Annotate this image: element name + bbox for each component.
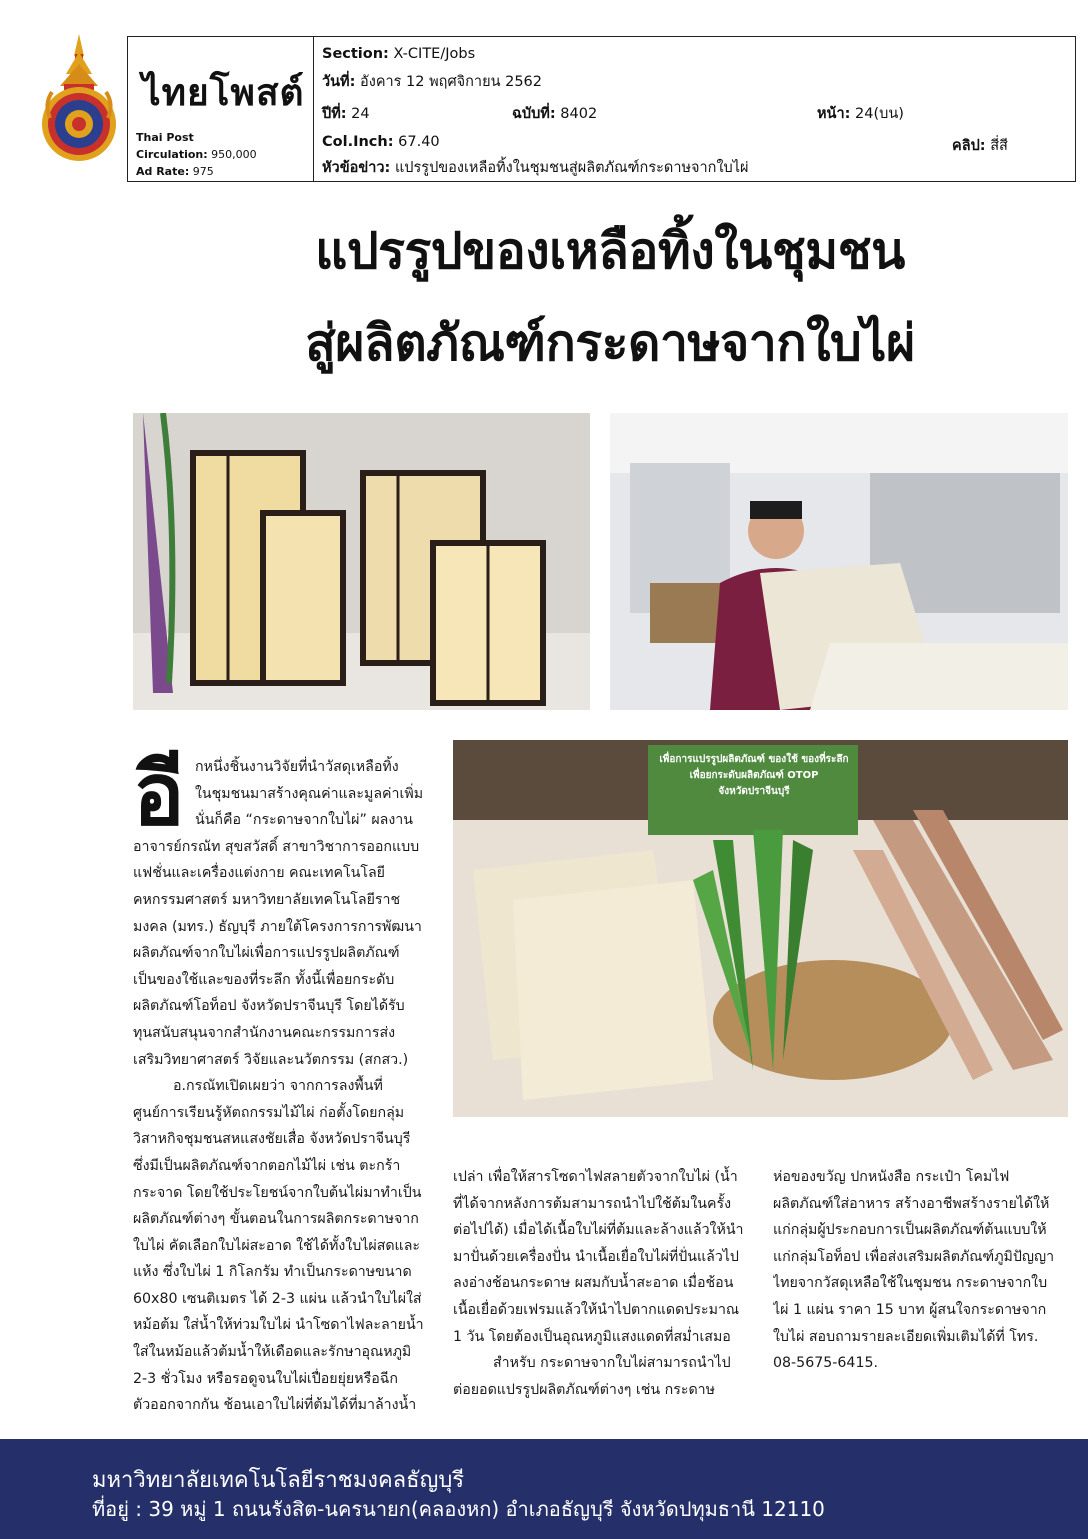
clipping-header	[127, 36, 1076, 182]
issue-field: ฉบับที่: 8402	[512, 106, 598, 122]
article-line: 08-5675-6415.	[773, 1355, 879, 1372]
article-line: ต่อไปได้) เมื่อได้เนื้อใบไผ่ที่ต้มและล้างแล้วให้นำ	[453, 1222, 744, 1239]
article-line: ใบไผ่ คัดเลือกใบไผ่สะอาด ใช้ได้ทั้งใบไผ่สดและ	[133, 1237, 421, 1254]
article-line: หม้อต้ม ใส่น้ำให้ท่วมใบไผ่ นำโซดาไฟละลายน้ำ	[133, 1317, 424, 1334]
article-line: ผลิตภัณฑ์จากใบไผ่เพื่อการแปรรูปผลิตภัณฑ์	[133, 945, 400, 962]
article-line: มงคล (มทร.) ธัญบุรี ภายใต้โครงการการพัฒนา	[133, 918, 422, 935]
article-line: เสริมวิทยาศาสตร์ วิจัยและนวัตกรรม (สกสว.)	[133, 1051, 409, 1068]
article-line: ตัวออกจากกัน ช้อนเอาใบไผ่ที่ต้มได้ที่มาล้างน้ำ	[133, 1397, 417, 1414]
article-line: ผลิตภัณฑ์โอท็อป จังหวัดปราจีนบุรี โดยได้รับ	[133, 998, 405, 1015]
photo-lamps	[133, 413, 590, 710]
photo-sign	[652, 752, 856, 800]
article-line: ลงอ่างช้อนกระดาษ ผสมกับน้ำสะอาด เมื่อช้อน	[453, 1275, 734, 1292]
article-line: แฟชั่นและเครื่องแต่งกาย คณะเทคโนโลยี	[133, 865, 385, 882]
page-field: หน้า: 24(บน)	[817, 106, 904, 122]
circulation: Circulation: 950,000	[136, 148, 257, 161]
article-line: ไทยจากวัสดุเหลือใช้ในชุมชน กระดาษจากใบ	[773, 1275, 1048, 1292]
year-field: ปีที่: 24	[322, 106, 370, 122]
date-field: วันที่: อังคาร 12 พฤศจิกายน 2562	[322, 74, 542, 90]
article-line: นั่นก็คือ “กระดาษจากใบไผ่” ผลงาน	[195, 812, 413, 829]
article-line: ใส่ในหม้อแล้วต้มน้ำให้เดือดและรักษาอุณหภูมิ	[133, 1344, 412, 1361]
photo-sign-line-1: เพื่อการแปรรูปผลิตภัณฑ์ ของใช้ ของที่ระลึก	[659, 754, 849, 765]
article-line: สำหรับ กระดาษจากใบไผ่สามารถนำไป	[493, 1355, 731, 1372]
article-line: ไผ่ 1 แผ่น ราคา 15 บาท ผู้สนใจกระดาษจาก	[773, 1301, 1047, 1318]
article-line: 1 วัน โดยต้องเป็นอุณหภูมิแสงแดดที่สม่ำเสมอ	[453, 1328, 731, 1345]
photo-researcher	[610, 413, 1068, 710]
article-line: วิสาหกิจชุมชนสหแสงชัยเสื่อ จังหวัดปราจีนบุรี	[133, 1131, 411, 1148]
footer-address: ที่อยู่ : 39 หมู่ 1 ถนนรังสิต-นครนายก(คลองหก) อำเภอธัญบุรี จังหวัดปทุมธานี 12110	[92, 1497, 825, 1521]
headline-line-1: แปรรูปของเหลือทิ้งในชุมชน	[315, 222, 905, 280]
article-line: ศูนย์การเรียนรู้หัตถกรรมไม้ไผ่ ก่อตั้งโดยกลุ่ม	[133, 1104, 405, 1121]
university-seal-icon	[38, 34, 120, 162]
article-line: ต่อยอดแปรรูปผลิตภัณฑ์ต่างๆ เช่น กระดาษ	[453, 1381, 715, 1398]
footer-university: มหาวิทยาลัยเทคโนโลยีราชมงคลธัญบุรี	[92, 1468, 465, 1493]
article-line: แก่กลุ่มโอท็อป เพื่อส่งเสริมผลิตภัณฑ์ภูมิปัญญา	[773, 1248, 1055, 1265]
article-line: ในชุมชนมาสร้างคุณค่าและมูลค่าเพิ่ม	[195, 785, 424, 802]
photo-bamboo-leaves	[453, 740, 1068, 1117]
ad-rate: Ad Rate: 975	[136, 165, 214, 178]
article-line: อาจารย์กรณัท สุขสวัสดิ์ สาขาวิชาการออกแบบ	[133, 838, 420, 855]
article-line: คหกรรมศาสตร์ มหาวิทยาลัยเทคโนโลยีราช	[133, 891, 401, 908]
article-line: 2-3 ชั่วโมง หรือรอดูจนใบไผ่เปื่อยยุ่ยหรือฉีก	[133, 1370, 398, 1387]
article-line: ที่ได้จากหลังการต้มสามารถนำไปใช้ต้มในครั้ง	[453, 1195, 732, 1212]
article-line: เปล่า เพื่อให้สารโซดาไฟสลายตัวจากใบไผ่ (น้ำ	[453, 1169, 738, 1185]
article-column-2	[453, 1164, 753, 1403]
meta-panel	[314, 37, 1075, 181]
article-line: ซึ่งมีเป็นผลิตภัณฑ์จากตอกไม้ไผ่ เช่น ตะกร้า	[133, 1157, 401, 1174]
article-line: เนื้อเยื่อด้วยเฟรมแล้วให้นำไปตากแดดประมาณ	[453, 1301, 740, 1318]
clip-field: คลิป: สี่สี	[952, 138, 1008, 154]
article-dropcap: อี	[133, 744, 185, 845]
colinch-field: Col.Inch: 67.40	[322, 134, 440, 150]
article-line: กหนึ่งชิ้นงานวิจัยที่นำวัสดุเหลือทิ้ง	[195, 759, 399, 775]
newspaper-name: ไทยโพสต์	[142, 70, 305, 114]
article-column-3	[773, 1164, 1068, 1377]
article-line: ห่อของขวัญ ปกหนังสือ กระเป๋า โคมไฟ	[773, 1169, 1010, 1185]
photo-sign-line-2: เพื่อยกระดับผลิตภัณฑ์ OTOP	[689, 770, 819, 781]
article-line: มาปั่นด้วยเครื่องปั่น นำเนื้อเยื่อใบไผ่ที่ปั่นแล้วไป	[453, 1248, 739, 1265]
article-line: กระจาด โดยใช้ประโยชน์จากใบต้นไผ่มาทำเป็น	[133, 1184, 422, 1201]
article-line: ผลิตภัณฑ์ใส่อาหาร สร้างอาชีพสร้างรายได้ให้	[773, 1195, 1050, 1212]
article-line: ใบไผ่ สอบถามรายละเอียดเพิ่มเติมได้ที่ โทร.	[773, 1328, 1039, 1345]
article-line: ทุนสนับสนุนจากสำนักงานคณะกรรมการส่ง	[133, 1024, 396, 1041]
article-line: ผลิตภัณฑ์ต่างๆ ขั้นตอนในการผลิตกระดาษจาก	[133, 1211, 419, 1228]
article-column-1	[133, 744, 440, 1419]
section-field: Section: X-CITE/Jobs	[322, 46, 476, 62]
article-line: อ.กรณัทเปิดเผยว่า จากการลงพื้นที่	[173, 1078, 383, 1095]
masthead-panel	[128, 37, 314, 181]
newspaper-name-en: Thai Post	[136, 131, 194, 144]
headline-field: หัวข้อข่าว: แปรรูปของเหลือทิ้งในชุมชนสู่ผลิตภัณฑ์กระดาษจากใบไผ่	[322, 160, 749, 176]
photo-sign-line-3: จังหวัดปราจีนบุรี	[718, 786, 790, 797]
article-line: แก่กลุ่มผู้ประกอบการเป็นผลิตภัณฑ์ต้นแบบให้	[773, 1222, 1047, 1239]
article-line: เป็นของใช้และของที่ระลึก ทั้งนี้เพื่อยกระดับ	[133, 971, 395, 988]
article-line: แห้ง ซึ่งใบไผ่ 1 กิโลกรัม ทำเป็นกระดาษขนาด	[133, 1264, 412, 1281]
article-line: 60x80 เซนติเมตร ได้ 2-3 แผ่น แล้วนำใบไผ่ใส่	[133, 1290, 422, 1307]
headline-line-2: สู่ผลิตภัณฑ์กระดาษจากใบไผ่	[305, 314, 915, 372]
